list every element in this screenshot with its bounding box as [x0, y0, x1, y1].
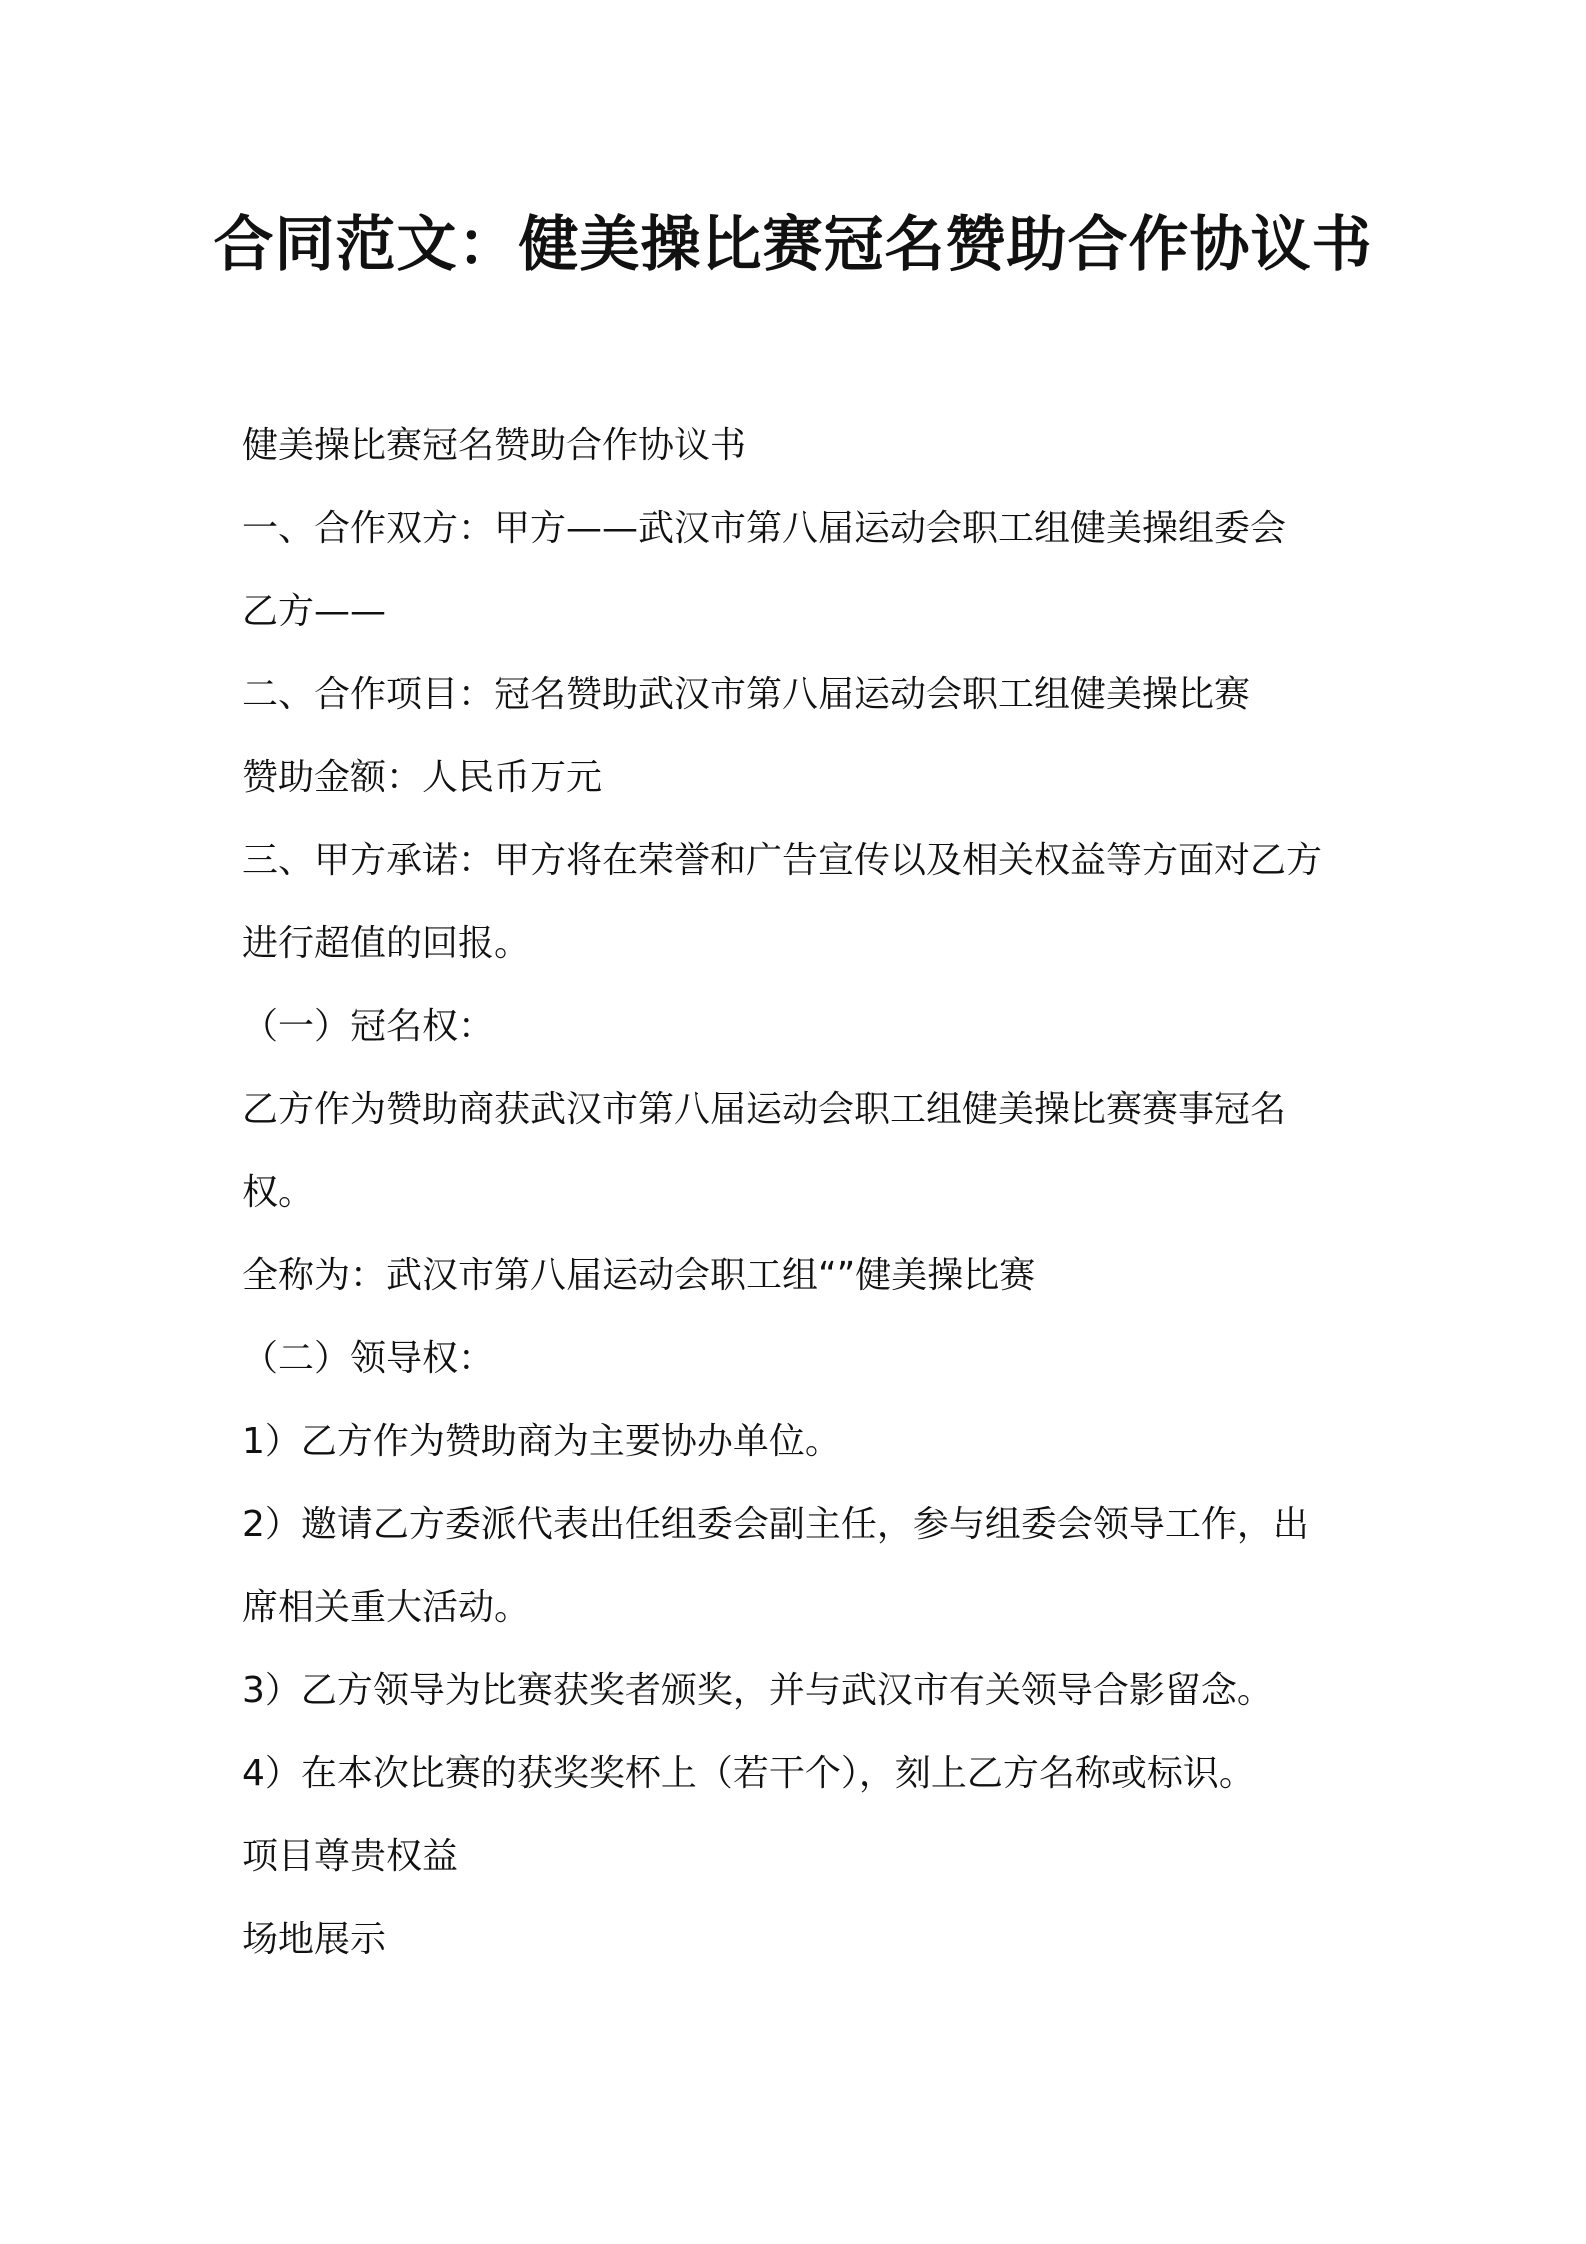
leadership-item-1: 1）乙方作为赞助商为主要协办单位。 [242, 1421, 841, 1462]
amount-line: 赞助金额：人民币万元 [242, 757, 603, 798]
full-name-line: 全称为：武汉市第八届运动会职工组“”健美操比赛 [242, 1255, 1036, 1296]
project-line: 二、合作项目：冠名赞助武汉市第八届运动会职工组健美操比赛 [242, 674, 1251, 715]
naming-rights-line-cont: 权。 [242, 1172, 315, 1213]
commitment-line-cont: 进行超值的回报。 [242, 923, 531, 964]
leadership-item-3: 3）乙方领导为比赛获奖者颁奖，并与武汉市有关领导合影留念。 [242, 1670, 1273, 1711]
document-title: 合同范文：健美操比赛冠名赞助合作协议书 [213, 210, 1373, 280]
section-leadership: （二）领导权： [242, 1338, 495, 1379]
leadership-item-2: 2）邀请乙方委派代表出任组委会副主任，参与组委会领导工作，出 [242, 1504, 1309, 1545]
commitment-line: 三、甲方承诺：甲方将在荣誉和广告宣传以及相关权益等方面对乙方 [242, 840, 1323, 881]
leadership-item-2-cont: 席相关重大活动。 [242, 1587, 531, 1628]
leadership-item-4: 4）在本次比赛的获奖奖杯上（若干个），刻上乙方名称或标识。 [242, 1753, 1255, 1794]
document-body [242, 404, 1382, 1981]
section-naming-rights: （一）冠名权： [242, 1006, 495, 1047]
premium-rights-line: 项目尊贵权益 [242, 1836, 459, 1877]
naming-rights-line: 乙方作为赞助商获武汉市第八届运动会职工组健美操比赛赛事冠名 [242, 1089, 1287, 1130]
subtitle-line: 健美操比赛冠名赞助合作协议书 [242, 425, 747, 466]
party-b-line: 乙方—— [242, 591, 387, 632]
venue-display-line: 场地展示 [242, 1919, 387, 1960]
parties-line: 一、合作双方：甲方——武汉市第八届运动会职工组健美操组委会 [242, 508, 1287, 549]
